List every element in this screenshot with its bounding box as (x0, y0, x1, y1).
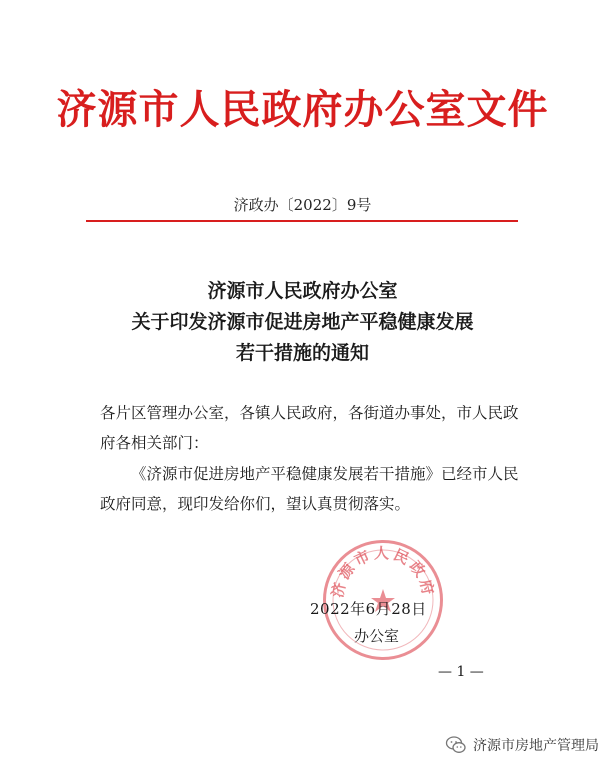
title-line: 若干措施的通知 (235, 342, 369, 364)
seal-text: 济源市人民政府 (328, 544, 438, 600)
red-divider-line (86, 220, 518, 222)
body-paragraph: 《济源市促进房地产平稳健康发展若干措施》已经市人民政府同意，现印发给你们，望认真贯彻落实。 (100, 465, 519, 513)
issuer-name: 办公室 (354, 627, 400, 645)
account-watermark (445, 734, 599, 756)
wechat-icon (445, 734, 467, 756)
issue-date: 2022年6月28日 (310, 600, 427, 618)
watermark-text: 济源市房地产管理局 (473, 738, 599, 754)
title-line: 济源市人民政府办公室 (207, 280, 398, 302)
title-line: 关于印发济源市促进房地产平稳健康发展 (131, 311, 474, 333)
salutation: 各片区管理办公室，各镇人民政府，各街道办事处，市人民政府各相关部门： (100, 404, 519, 452)
document-number: 济政办〔2022〕9号 (233, 196, 372, 214)
page-number: — 1 — (438, 664, 484, 680)
document-title (0, 276, 605, 369)
document-masthead: 济源市人民政府办公室文件 (56, 86, 549, 133)
